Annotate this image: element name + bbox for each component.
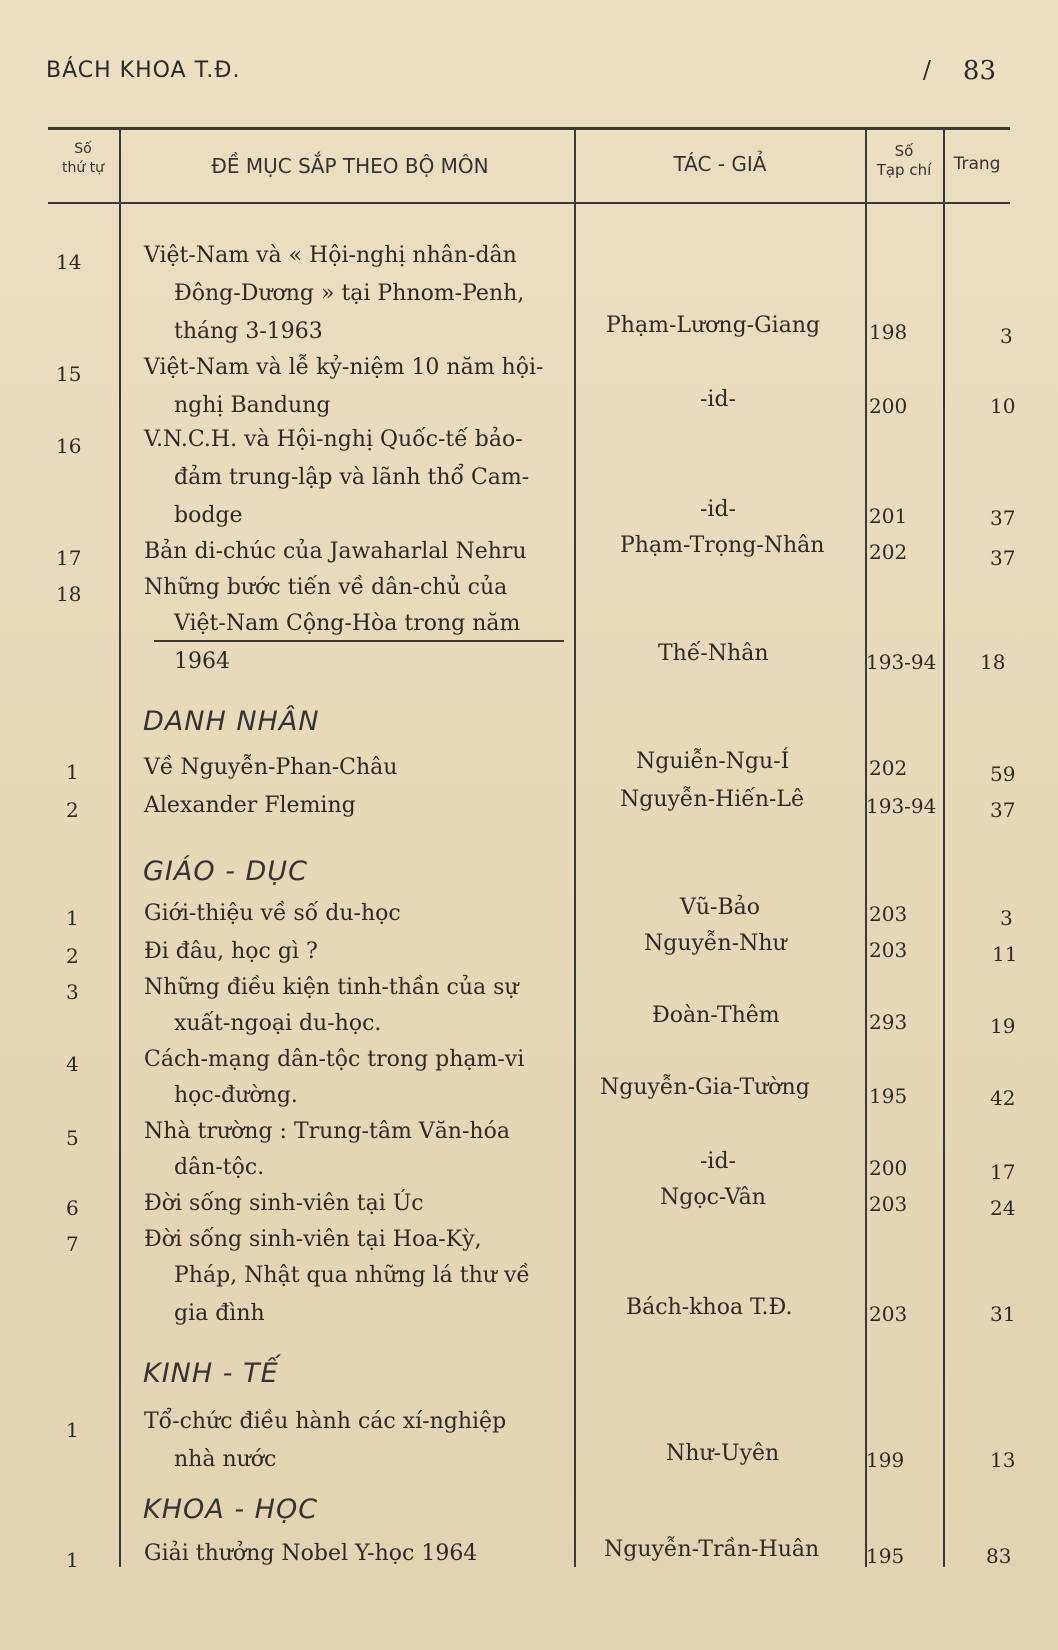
row-title-line: Giới-thiệu về số du-học <box>144 901 401 926</box>
row-title-line: Pháp, Nhật qua những lá thư về <box>174 1263 530 1288</box>
row-author: Nguyễn-Hiến-Lê <box>620 787 805 812</box>
row-author: Như-Uyên <box>666 1441 780 1466</box>
row-title-line: Tổ-chức điều hành các xí-nghiệp <box>144 1409 507 1434</box>
row-title-line: Việt-Nam và lễ kỷ-niệm 10 năm hội- <box>144 355 544 380</box>
row-page: 37 <box>990 798 1016 822</box>
row-page: 42 <box>990 1086 1016 1110</box>
row-author: Phạm-Lương-Giang <box>606 313 821 338</box>
row-title-line: đảm trung-lập và lãnh thổ Cam- <box>174 465 530 490</box>
row-number: 17 <box>56 546 82 570</box>
row-page: 19 <box>990 1014 1016 1038</box>
row-title-line: Nhà trường : Trung-tâm Văn-hóa <box>144 1119 510 1144</box>
row-title-line: Giải thưởng Nobel Y-học 1964 <box>144 1541 478 1566</box>
row-issue: 203 <box>869 1302 908 1326</box>
row-page: 3 <box>1000 324 1013 348</box>
row-issue: 193-94 <box>866 650 937 674</box>
row-page: 3 <box>1000 906 1013 930</box>
column-header-number-line-1: Số <box>74 141 92 157</box>
row-author: Đoàn-Thêm <box>652 1003 780 1028</box>
row-page: 11 <box>992 942 1018 966</box>
row-page: 31 <box>990 1302 1016 1326</box>
row-title-line: nghị Bandung <box>174 393 331 418</box>
row-title-line: Đời sống sinh-viên tại Úc <box>144 1191 424 1216</box>
row-number: 5 <box>66 1126 79 1150</box>
column-rule-1 <box>119 127 121 1567</box>
section-title-khoa-hoc: KHOA - HỌC <box>143 1494 319 1525</box>
column-header-page: Trang <box>953 154 1001 174</box>
row-page: 24 <box>990 1196 1016 1220</box>
row-author: Phạm-Trọng-Nhân <box>620 533 825 558</box>
section-title-kinh-te: KINH - TẾ <box>143 1358 279 1389</box>
slash-mark-icon: / <box>922 56 931 84</box>
row-number: 1 <box>66 760 79 784</box>
row-issue: 201 <box>869 504 908 528</box>
row-issue: 203 <box>869 902 908 926</box>
row-page: 18 <box>980 650 1006 674</box>
row-author: -id- <box>700 1149 736 1174</box>
row-issue: 195 <box>869 1084 908 1108</box>
row-page: 59 <box>990 762 1016 786</box>
row-title-line: Cách-mạng dân-tộc trong phạm-vi <box>144 1047 525 1072</box>
row-page: 37 <box>990 546 1016 570</box>
row-issue: 200 <box>869 394 908 418</box>
row-title-line: Alexander Fleming <box>144 793 356 818</box>
row-author: Nguiễn-Ngu-Í <box>636 749 790 774</box>
row-issue: 200 <box>869 1156 908 1180</box>
row-number: 1 <box>66 1548 79 1572</box>
row-number: 15 <box>56 362 82 386</box>
row-title-line: Về Nguyễn-Phan-Châu <box>144 755 398 780</box>
column-header-issue-line-1: Số <box>894 142 914 160</box>
row-page: 83 <box>986 1544 1012 1568</box>
column-rule-4 <box>943 127 945 1567</box>
row-number: 1 <box>66 906 79 930</box>
row-title-line: V.N.C.H. và Hội-nghị Quốc-tế bảo- <box>144 427 523 452</box>
row-title-line: dân-tộc. <box>174 1155 265 1180</box>
row-author: Thế-Nhân <box>658 641 769 666</box>
row-author: Nguyễn-Như <box>644 931 787 956</box>
row-number: 18 <box>56 582 82 606</box>
row-page: 17 <box>990 1160 1016 1184</box>
row-title-line: 1964 <box>174 649 230 674</box>
row-number: 2 <box>66 798 79 822</box>
column-header-number-line-2: thứ tự <box>61 160 105 176</box>
row-author: Bách-khoa T.Đ. <box>626 1295 793 1320</box>
column-header-author: TÁC - GIẢ <box>673 152 767 176</box>
row-issue: 193-94 <box>866 794 937 818</box>
row-number: 7 <box>66 1232 79 1256</box>
row-issue: 198 <box>869 320 908 344</box>
row-title-line: xuất-ngoại du-học. <box>174 1011 382 1036</box>
row-title-line: Bản di-chúc của Jawaharlal Nehru <box>144 539 527 564</box>
row-title-line: Việt-Nam và « Hội-nghị nhân-dân <box>144 243 517 268</box>
row-issue: 293 <box>869 1010 908 1034</box>
row-title-line: bodge <box>174 503 243 528</box>
column-header-issue-line-2: Tạp chí <box>876 161 932 179</box>
row-author: Nguyễn-Gia-Tường <box>600 1075 810 1100</box>
row-title-line: học-đường. <box>174 1083 298 1108</box>
row-title-line: Những điều kiện tinh-thần của sự <box>144 975 519 1000</box>
row-page: 13 <box>990 1448 1016 1472</box>
column-rule-3 <box>865 127 867 1567</box>
row-number: 16 <box>56 434 82 458</box>
row-author: Vũ-Bảo <box>680 895 761 920</box>
row-title-line: tháng 3-1963 <box>174 319 323 344</box>
row-number: 4 <box>66 1052 79 1076</box>
row-author: -id- <box>700 497 736 522</box>
section-title-danh-nhan: DANH NHÂN <box>143 706 320 737</box>
row-author: Ngọc-Vân <box>660 1185 766 1210</box>
row-number: 14 <box>56 250 82 274</box>
page-number-value: 83 <box>962 56 996 86</box>
row-issue: 202 <box>869 540 908 564</box>
row-title-line: Đời sống sinh-viên tại Hoa-Kỳ, <box>144 1227 482 1252</box>
row-author: Nguyễn-Trần-Huân <box>604 1537 820 1562</box>
row-title-line: Việt-Nam Cộng-Hòa trong năm <box>174 611 521 636</box>
row-title-line: Đông-Dương » tại Phnom-Penh, <box>174 281 525 306</box>
row-issue: 195 <box>866 1544 905 1568</box>
row-number: 6 <box>66 1196 79 1220</box>
row-issue: 202 <box>869 756 908 780</box>
row-title-line: Những bước tiến về dân-chủ của <box>144 575 508 600</box>
row-issue: 203 <box>869 938 908 962</box>
row-issue: 203 <box>869 1192 908 1216</box>
column-rule-2 <box>574 127 576 1567</box>
column-header-issue <box>866 142 942 180</box>
row-number: 3 <box>66 980 79 1004</box>
row-page: 37 <box>990 506 1016 530</box>
running-head: BÁCH KHOA T.Đ. <box>46 58 241 83</box>
column-header-title: ĐỀ MỤC SẮP THEO BỘ MÔN <box>211 154 489 178</box>
row-title-line: nhà nước <box>174 1447 277 1472</box>
row-title-line: gia đình <box>174 1301 265 1326</box>
column-header-number <box>48 140 118 178</box>
section-title-giao-duc: GIÁO - DỤC <box>143 856 308 887</box>
row-page: 10 <box>990 394 1016 418</box>
page-number <box>922 56 996 86</box>
row-author: -id- <box>700 387 736 412</box>
row-title-line: Đi đâu, học gì ? <box>144 939 318 964</box>
row-issue: 199 <box>866 1448 905 1472</box>
row-number: 2 <box>66 944 79 968</box>
row-number: 1 <box>66 1418 79 1442</box>
